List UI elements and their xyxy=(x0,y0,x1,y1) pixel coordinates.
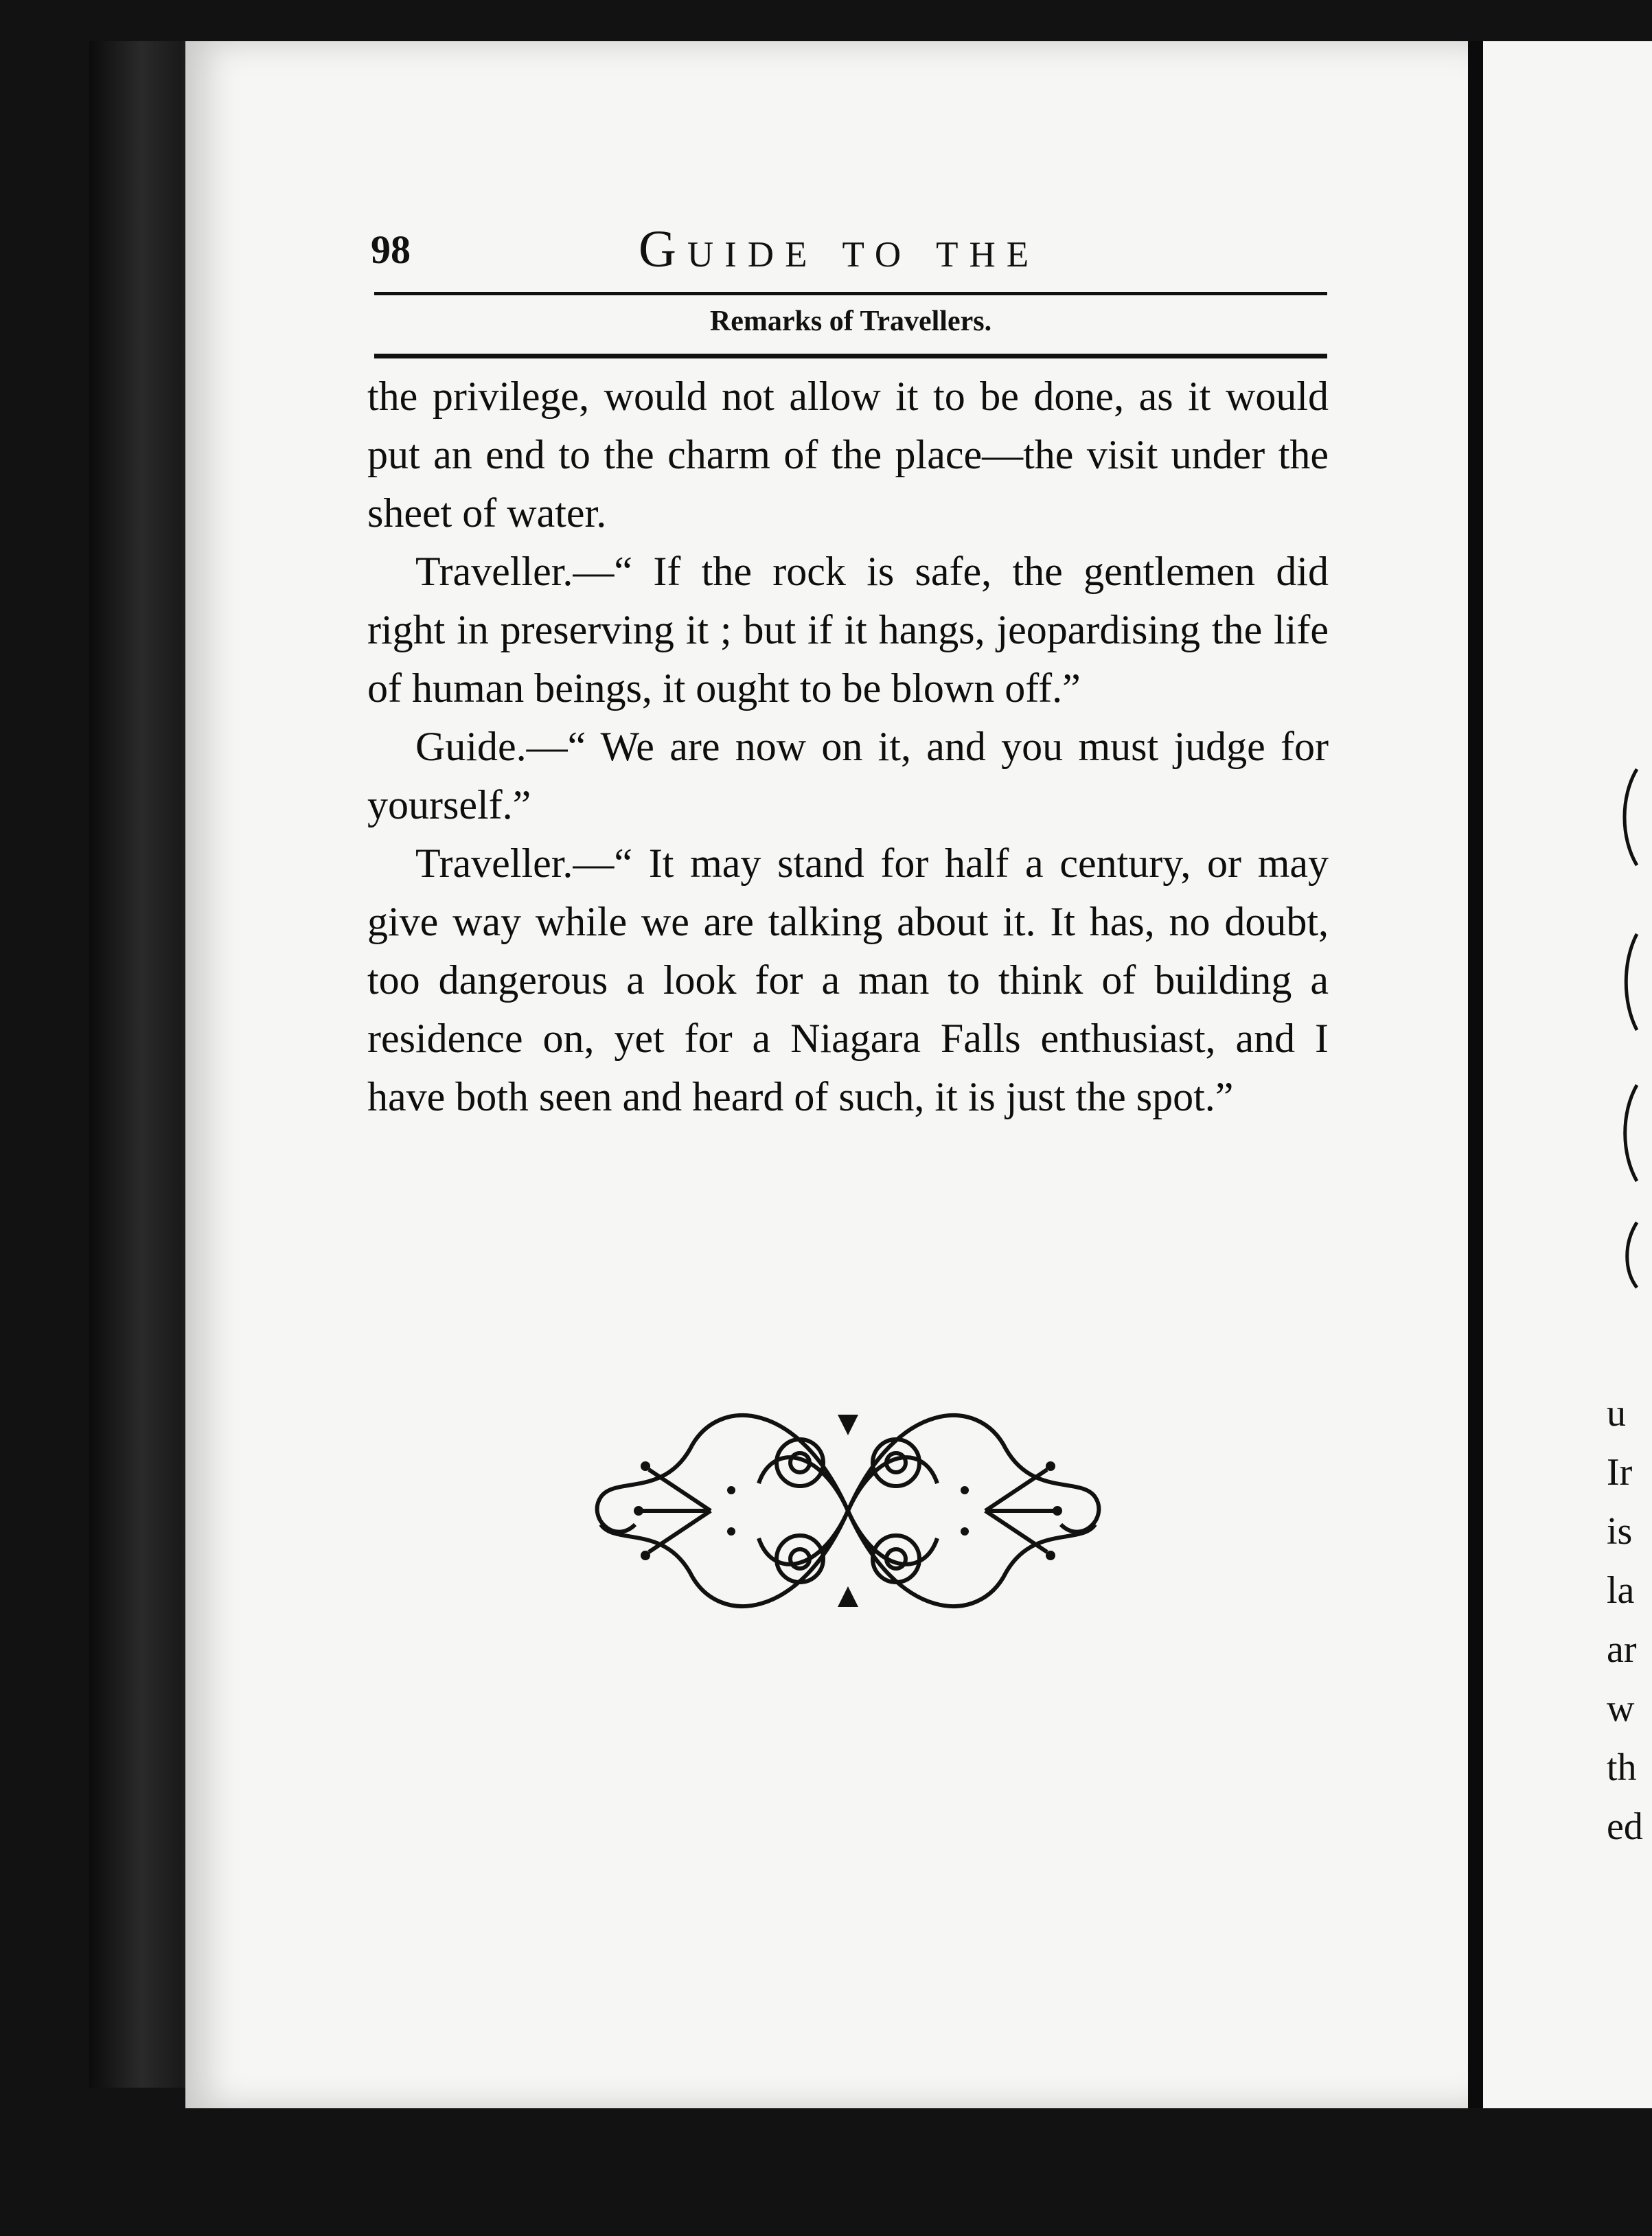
page-header xyxy=(371,220,1325,282)
body-text xyxy=(367,367,1329,1126)
facing-page-line: ed xyxy=(1607,1805,1643,1848)
section-subheading: Remarks of Travellers. xyxy=(709,306,992,337)
facing-page-text xyxy=(1607,1384,1643,1856)
paragraph: Traveller.—“ If the rock is safe, the gentlemen did right in preserving it ; but if it hangs, jeopardising the life of human beings, it ought to be blown off.” xyxy=(367,549,1329,711)
facing-page-line: u xyxy=(1607,1392,1626,1435)
facing-page-line: Ir xyxy=(1607,1451,1633,1494)
facing-page-line: is xyxy=(1607,1510,1633,1553)
facing-page-line: th xyxy=(1607,1746,1637,1789)
facing-page-line: ar xyxy=(1607,1628,1637,1671)
floral-tailpiece-icon xyxy=(573,1387,1123,1634)
page-number: 98 xyxy=(371,227,411,272)
running-title: Guide to the xyxy=(639,220,1040,278)
paragraph: Guide.—“ We are now on it, and you must judge for yourself.” xyxy=(367,724,1329,828)
facing-page-line: la xyxy=(1607,1569,1635,1612)
header-rule-top xyxy=(374,292,1327,295)
paragraph: the privilege, would not allow it to be done, as it would put an end to the charm of the place—the visit under the sheet of water. xyxy=(367,374,1329,536)
paragraph: Traveller.—“ It may stand for half a century, or may give way while we are talking about it. It has, no doubt, too dangerous a look for a man to think of building a residence on, yet for a Niagara Falls enthusiast, and I have both seen and heard of such, it is just the spot.” xyxy=(367,841,1329,1119)
facing-page-line: w xyxy=(1607,1687,1635,1730)
facing-page-ornament-icon xyxy=(1617,755,1637,1291)
header-rule-bottom xyxy=(374,354,1327,358)
